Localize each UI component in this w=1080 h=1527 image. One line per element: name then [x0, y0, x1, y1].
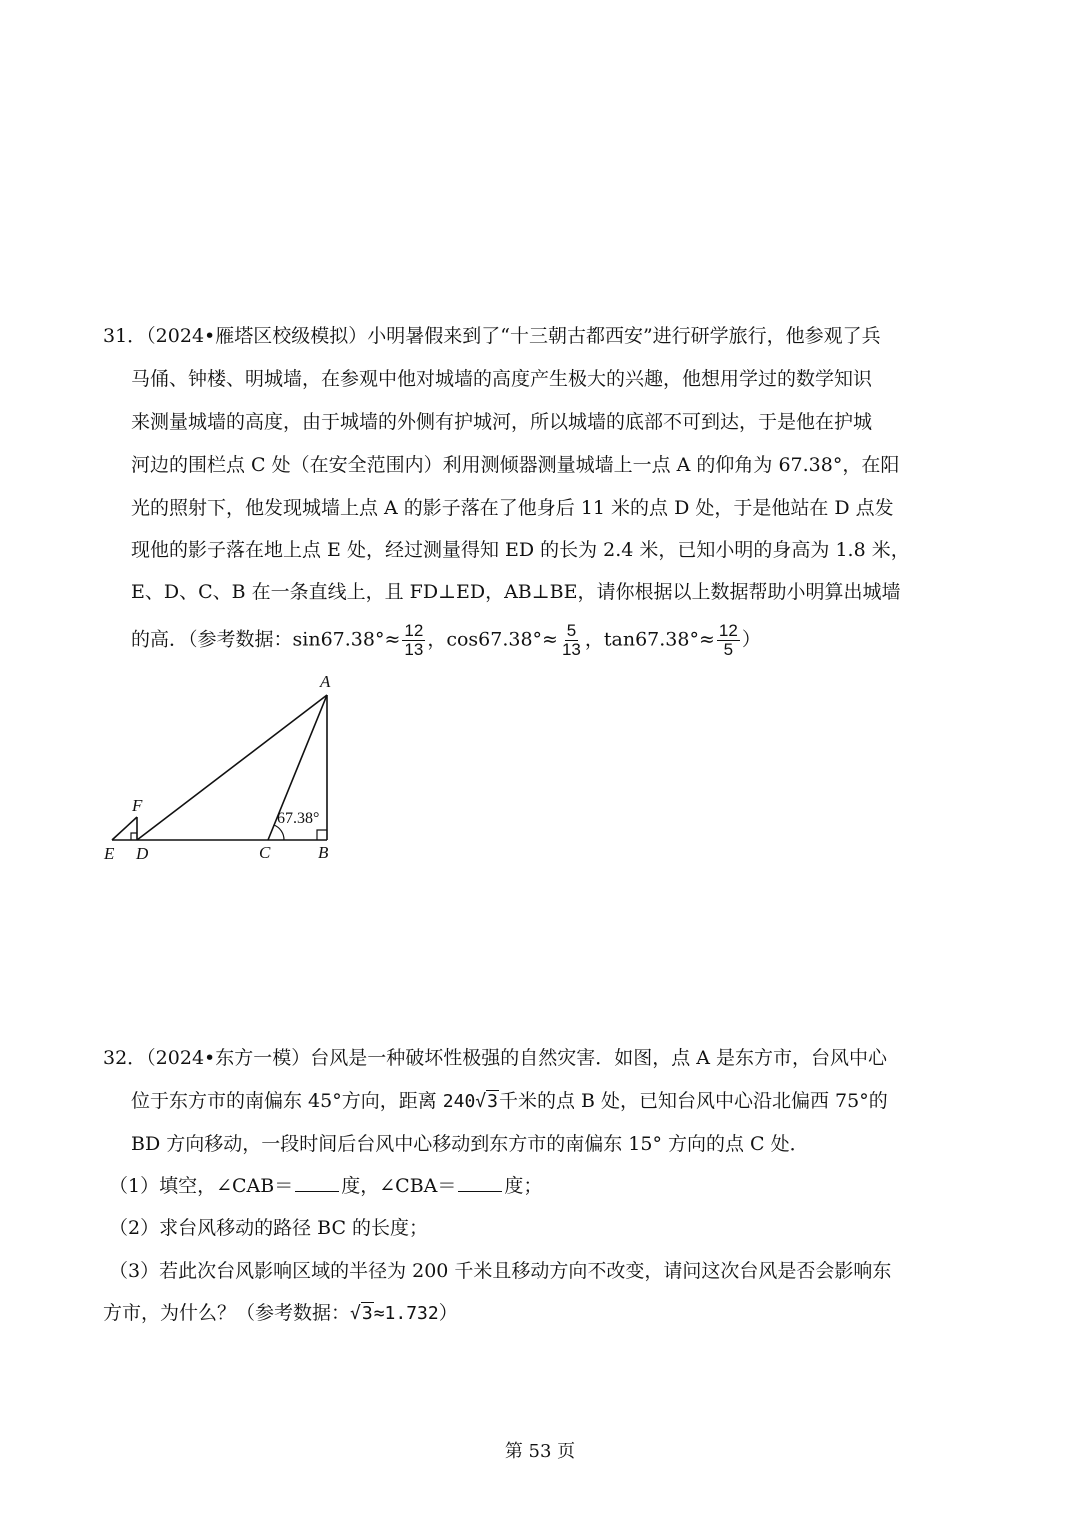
answer-blank-cab[interactable]: [295, 1171, 339, 1192]
sqrt-distance: √3: [475, 1091, 498, 1112]
sin-numerator: 12: [404, 621, 424, 640]
sqrt-reference: √3: [350, 1303, 373, 1324]
cos-fraction: [560, 622, 583, 659]
page-number: 第 53 页: [504, 1441, 576, 1462]
reference-value: ≈1.732: [373, 1303, 439, 1324]
cos-numerator: 5: [566, 621, 577, 640]
q31-line-7: E、D、C、B 在一条直线上，且 FD⊥ED，AB⊥BE，请你根据以上数据帮助小明算出城墙: [131, 581, 901, 603]
q31-ref-suffix: ）: [741, 628, 761, 651]
q31-line-5: 光的照射下，他发现城墙上点 A 的影子落在了他身后 11 米的点 D 处，于是他站在 D 点发: [131, 497, 894, 519]
q32-part-2: （2）求台风移动的路径 BC 的长度；: [109, 1217, 429, 1239]
sin-denominator: 13: [404, 640, 424, 659]
part-3-ref-suffix: ）: [438, 1302, 458, 1324]
q32-part-3-line-2: [103, 1298, 458, 1329]
q31-line-1: 31．（2024•雁塔区校级模拟）小明暑假来到了“十三朝古都西安”进行研学旅行，他参观了兵: [103, 325, 881, 347]
tan-numerator: 12: [718, 621, 738, 640]
q32-line-2-suffix: 千米的点 B 处，已知台风中心沿北偏西 75°的: [498, 1090, 888, 1112]
q32-part-3: （3）若此次台风影响区域的半径为 200 千米且移动方向不改变，请问这次台风是否会影响东: [109, 1260, 892, 1282]
q32-line-2-prefix: 位于东方市的南偏东 45°方向，距离: [131, 1090, 443, 1112]
label-b: B: [318, 843, 329, 862]
right-angle-mark-d: [131, 833, 137, 840]
q32-line-1: 32．（2024•东方一模）台风是一种破坏性极强的自然灾害．如图，点 A 是东方市，台风中心: [103, 1047, 888, 1069]
answer-blank-cba[interactable]: [458, 1171, 502, 1192]
label-e: E: [104, 844, 115, 863]
tan-fraction: [717, 622, 740, 659]
part-1-suffix: 度；: [504, 1175, 543, 1197]
label-d: D: [136, 844, 149, 863]
q31-line-6: 现他的影子落在地上点 E 处，经过测量得知 ED 的长为 2.4 米，已知小明的身高为 1.8 米，: [131, 539, 910, 561]
q31-line-4: 河边的围栏点 C 处（在安全范围内）利用测倾器测量城墙上一点 A 的仰角为 67.38°，在阳: [131, 454, 900, 476]
part-3-ref-prefix: 方市，为什么？（参考数据：: [103, 1302, 351, 1324]
cos-denominator: 13: [561, 640, 581, 659]
q31-ref-prefix: 的高．（参考数据：sin67.38°≈: [131, 628, 401, 651]
q31-cos-label: ，cos67.38°≈: [427, 628, 558, 651]
label-c: C: [259, 843, 271, 862]
label-f: F: [132, 796, 143, 815]
angle-arc-c: [274, 825, 284, 840]
distance-coefficient: 240: [442, 1091, 476, 1112]
right-angle-mark-b: [317, 830, 327, 840]
segment-ef: [112, 817, 137, 840]
tan-denominator: 5: [723, 640, 734, 659]
q31-line-3: 来测量城墙的高度，由于城墙的外侧有护城河，所以城墙的底部不可到达，于是他在护城: [131, 411, 873, 433]
q31-line-8: [131, 622, 761, 659]
part-1-middle: 度，∠CBA＝: [341, 1175, 457, 1197]
angle-label: 67.38°: [277, 810, 320, 827]
sin-fraction: [402, 622, 425, 659]
distance-radicand: 3: [487, 1091, 498, 1112]
triangle-figure: [98, 668, 348, 868]
q32-part-1: [109, 1171, 542, 1201]
label-a: A: [320, 672, 331, 691]
q32-line-3: BD 方向移动，一段时间后台风中心移动到东方市的南偏东 15° 方向的点 C 处．: [131, 1133, 809, 1155]
part-1-prefix: （1）填空，∠CAB＝: [109, 1175, 294, 1197]
reference-radicand: 3: [361, 1303, 373, 1324]
q32-line-2: [131, 1086, 888, 1117]
q31-tan-label: ，tan67.38°≈: [584, 628, 715, 651]
q31-line-2: 马俑、钟楼、明城墙，在参观中他对城墙的高度产生极大的兴趣，他想用学过的数学知识: [131, 368, 873, 390]
